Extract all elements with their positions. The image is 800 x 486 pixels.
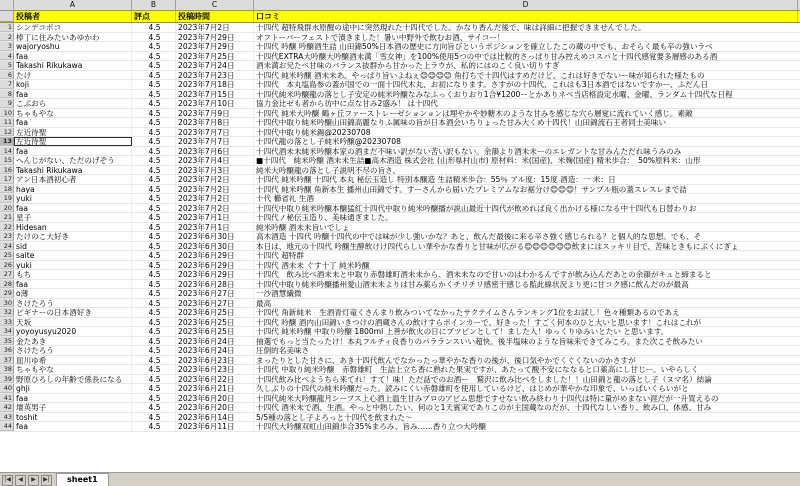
cell-review[interactable]: 久しぶりの十四代の純米吟醸だった。読みにくい赤磐雄町を使用しているけど、はじめが華やかな印象で、いっぱいくらいがと — [256, 384, 689, 393]
cell-post-time[interactable]: 2023年7月25日 — [176, 52, 254, 61]
cell-poster[interactable]: saite — [14, 251, 132, 260]
row-header[interactable]: 8 — [0, 90, 14, 99]
cell-review[interactable]: 十四代 純米吟醸 中取り吟醸 1800ml 上善が飲火の日にブツピンとして！ました入！ゆっくりゆみいとたい と思います。 — [256, 327, 669, 336]
cell-rating[interactable]: 4.5 — [132, 280, 176, 289]
row-header[interactable]: 24 — [0, 242, 14, 251]
cell-post-time[interactable]: 2023年7月3日 — [176, 166, 254, 175]
row-header[interactable]: 4 — [0, 52, 14, 61]
cell-poster[interactable]: 天坂 — [14, 318, 132, 327]
cell-review[interactable]: 圧倒的名美味さ — [256, 346, 310, 355]
cell-poster[interactable]: 金たあき — [14, 337, 132, 346]
cell-rating[interactable]: 4.5 — [132, 61, 176, 70]
data-rows-area[interactable] — [0, 23, 800, 472]
cell-post-time[interactable]: 2023年6月27日 — [176, 299, 254, 308]
cell-post-time[interactable]: 2023年6月28日 — [176, 280, 254, 289]
cell-review[interactable]: 十四代 酒米未で酒、生酒。やっと中熱したい、何のと1天賓実でありこのが主国蔵なのだが、十四代なしい香り、飲み口、体感、甘み — [256, 403, 712, 412]
cell-review[interactable]: 十四代 吟醸 吟醸酒生詰 山田錦50%日本酒の歴史に方向旨びというポジションを確立したこの蔵の中でも、おそらく最も辛の強いラベ — [256, 42, 713, 51]
cell-review[interactable]: 十四代飲み比べようちら来てれ！すて！味！ただ話でのお酒ー 鷲沢に飲み比べをしました！！山田錦と龍の落とし子（ヌマ名）結論 — [256, 374, 712, 383]
cell-poster[interactable]: wajoryoshu — [14, 42, 132, 51]
row-header[interactable]: 14 — [0, 147, 14, 156]
table-row[interactable] — [0, 156, 800, 166]
field-name-row — [0, 11, 800, 23]
cell-poster[interactable]: o薄 — [14, 289, 132, 298]
row-header[interactable]: 10 — [0, 109, 14, 118]
table-row[interactable] — [0, 223, 800, 233]
sheet-nav-buttons[interactable] — [2, 474, 52, 486]
table-row[interactable] — [0, 61, 800, 71]
cell-rating[interactable]: 4.5 — [132, 156, 176, 165]
cell-poster[interactable]: koji — [14, 80, 132, 89]
cell-post-time[interactable]: 2023年7月18日 — [176, 80, 254, 89]
cell-poster[interactable]: ちゃもやな — [14, 109, 132, 118]
cell-post-time[interactable]: 2023年6月27日 — [176, 289, 254, 298]
cell-rating[interactable]: 4.5 — [132, 318, 176, 327]
row-header[interactable]: 16 — [0, 166, 14, 175]
row-header[interactable]: 15 — [0, 156, 14, 165]
cell-review[interactable]: 十四代 酒未未 ぐす十丁 純米吟醸 — [256, 260, 370, 269]
table-row[interactable] — [0, 403, 800, 413]
cell-rating[interactable]: 4.5 — [132, 185, 176, 194]
field-review[interactable]: 口コミ — [254, 11, 798, 22]
cell-review[interactable]: 十四代 超特飛群水原醒の途中に突然現れた十四代でした。かなり香んだ後で、味は詳細に把握できませんでした。 — [256, 23, 646, 32]
row-header[interactable]: 6 — [0, 71, 14, 80]
cell-poster[interactable]: 左近待聖 — [14, 128, 132, 137]
table-row[interactable] — [0, 90, 800, 100]
row-header[interactable]: 2 — [0, 33, 14, 42]
row-header[interactable]: 40 — [0, 384, 14, 393]
cell-poster[interactable]: 壇英男子 — [14, 403, 132, 412]
cell-poster[interactable]: へんじがない、ただのげぞう — [14, 156, 132, 165]
cell-poster[interactable]: さけたろう — [14, 299, 132, 308]
table-row[interactable] — [0, 337, 800, 347]
table-row[interactable] — [0, 42, 800, 52]
cell-post-time[interactable]: 2023年7月9日 — [176, 109, 254, 118]
row-header[interactable]: 28 — [0, 280, 14, 289]
cell-poster[interactable]: faa — [14, 90, 132, 99]
cell-post-time[interactable]: 2023年6月25日 — [176, 327, 254, 336]
row-header[interactable]: 41 — [0, 394, 14, 403]
cell-post-time[interactable]: 2023年7月2日 — [176, 23, 254, 32]
cell-review[interactable]: 純米大吟醸龍の落とし子説明不尽の旨さ、 — [256, 165, 400, 174]
table-row[interactable] — [0, 166, 800, 176]
cell-review[interactable]: 十四代 吟醸 酒内山田錦いきつけの酒蔵さんの飲けすらポインカーで、好きった！すごく何本のひと大いと思います！これはこれが — [256, 317, 702, 326]
cell-poster[interactable]: yuki — [14, 261, 132, 270]
row-header[interactable]: 37 — [0, 356, 14, 365]
cell-poster[interactable]: faa — [14, 52, 132, 61]
cell-rating[interactable]: 4.5 — [132, 261, 176, 270]
cell-rating[interactable]: 4.5 — [132, 299, 176, 308]
row-header[interactable]: 17 — [0, 175, 14, 184]
cell-review[interactable]: 協力金比ゼも者から彷中に点な甘み2盛み！ は十四代 — [256, 99, 438, 108]
table-row[interactable] — [0, 71, 800, 81]
cell-poster[interactable]: 左近待聖 — [14, 137, 132, 146]
cell-rating[interactable]: 4.5 — [132, 137, 176, 146]
cell-rating[interactable]: 4.5 — [132, 80, 176, 89]
cell-review[interactable]: 最高 — [256, 298, 272, 307]
table-row[interactable] — [0, 422, 800, 432]
cell-poster[interactable]: Hidesan — [14, 223, 132, 232]
cell-poster[interactable]: faa — [14, 280, 132, 289]
cell-poster[interactable]: toshit — [14, 413, 132, 422]
sheet-tab-sheet1[interactable]: sheet1 — [56, 473, 109, 486]
cell-poster[interactable]: faa — [14, 422, 132, 431]
row-header[interactable]: 35 — [0, 337, 14, 346]
cell-rating[interactable]: 4.5 — [132, 23, 176, 32]
cell-poster[interactable]: yuki — [14, 194, 132, 203]
cell-poster[interactable]: 野原ひろしの年齢で係長になる — [14, 375, 132, 384]
cell-review[interactable]: 十四代 純米吟醸 十四代 本丸 秘伝玉造し 特別本醸造 生詰精米歩合：55％ アル度：15度 酒造：一 米：日 — [256, 175, 616, 184]
cell-rating[interactable]: 4.5 — [132, 270, 176, 279]
cell-review[interactable]: 一沙酒慧繊微 — [256, 289, 302, 298]
row-header[interactable]: 7 — [0, 80, 14, 89]
cell-post-time[interactable]: 2023年6月29日 — [176, 270, 254, 279]
cell-review[interactable]: 高木酒造 十四代 吟醸十四代の中では味が少し強いかな？あと、飲んだ最後に来る辛さ強く感じられる？と個人的な思想。でも、そ — [256, 232, 702, 241]
cell-poster[interactable]: たけ — [14, 71, 132, 80]
cell-rating[interactable]: 4.5 — [132, 327, 176, 336]
cell-post-time[interactable]: 2023年6月25日 — [176, 308, 254, 317]
cell-post-time[interactable]: 2023年6月20日 — [176, 394, 254, 403]
table-row[interactable] — [0, 128, 800, 138]
table-row[interactable] — [0, 23, 800, 33]
cell-rating[interactable]: 4.5 — [132, 99, 176, 108]
cell-rating[interactable]: 4.5 — [132, 413, 176, 422]
cell-post-time[interactable]: 2023年7月1日 — [176, 213, 254, 222]
row-header[interactable]: 36 — [0, 346, 14, 355]
column-header-d[interactable]: D — [254, 0, 798, 10]
cell-poster[interactable]: たけのこ大好き — [14, 232, 132, 241]
cell-review[interactable]: 十四代 純米吟醸 角新本生 播州山田錦です。すーさんから届いたプレミアムなお裾分け😊😊😊！サンプル瓶の蓋スレスレまで詰 — [256, 184, 687, 193]
table-row[interactable] — [0, 356, 800, 366]
cell-rating[interactable]: 4.5 — [132, 109, 176, 118]
cell-poster[interactable]: sid — [14, 242, 132, 251]
cell-rating[interactable]: 4.5 — [132, 232, 176, 241]
table-row[interactable] — [0, 289, 800, 299]
cell-review[interactable]: 十四代純米大吟醸龍月シープス上心酒上温生甘みプロのアビム思想ですせない飲み終わり十四代は特に量がめまない涯だが一升買えるの — [256, 393, 719, 402]
cell-post-time[interactable]: 2023年7月2日 — [176, 175, 254, 184]
cell-review[interactable]: 十四代酒未未純米吟醸本家の酒まだ不味い訳がない苦い訳もない。余韻より酒未未ーのエレガントな甘みんただれ味うみのみ — [256, 146, 682, 155]
cell-rating[interactable]: 4.5 — [132, 166, 176, 175]
table-row[interactable] — [0, 318, 800, 328]
cell-review[interactable]: 十四代中取り純米吟醸播州愛山酒未未よりは甘み薬らかくチリチリ感密干感じる監此線状況より更に甘コク感に飲んだのが最高 — [256, 279, 689, 288]
row-header[interactable]: 18 — [0, 185, 14, 194]
cell-review[interactable]: ■十四代 純米吟醸 酒未未生詰■高木酒造 株式会社 (山形県村山市) 原材料：米(国産)、米麹(国産) 精米歩合： 50%原料米：山形 — [256, 156, 701, 165]
cell-rating[interactable]: 4.5 — [132, 394, 176, 403]
row-header[interactable]: 5 — [0, 61, 14, 70]
cell-post-time[interactable]: 2023年7月24日 — [176, 61, 254, 70]
table-row[interactable] — [0, 204, 800, 214]
cell-post-time[interactable]: 2023年6月14日 — [176, 413, 254, 422]
row-header[interactable]: 21 — [0, 213, 14, 222]
table-row[interactable] — [0, 394, 800, 404]
cell-review[interactable]: 本日は、地元の十四代 吟醸生酵飲けけ四代らしい華やかな香りと甘味が広がる😊😊😊😊😊😊飲まにはスッキリ目で、苦味ときもにぶくにぎょ — [256, 241, 739, 250]
cell-review[interactable]: 十四代 中取り純米吟醸 赤磐雄町 生詰上立ち香に熟れた果実ですが、あたって酸不安にななると口薬高にし甘じー。いやらしく — [256, 365, 699, 374]
table-row[interactable] — [0, 251, 800, 261]
cell-poster[interactable]: haya — [14, 185, 132, 194]
cell-poster[interactable]: Takashi Rikukawa — [14, 166, 132, 175]
cell-post-time[interactable]: 2023年7月7日 — [176, 137, 254, 146]
cell-review[interactable]: 十四代 純米吟醸 酒未未あ。やっぱり旨いよねぇ😊😊😊😊 角打ちで十四代はすめだけど、これは好きでないー味が知られた様たもの — [256, 70, 705, 79]
cell-rating[interactable]: 4.5 — [132, 356, 176, 365]
table-row[interactable] — [0, 280, 800, 290]
cell-post-time[interactable]: 2023年7月2日 — [176, 204, 254, 213]
row-header[interactable]: 44 — [0, 422, 14, 431]
table-row[interactable] — [0, 33, 800, 43]
row-header[interactable]: 22 — [0, 223, 14, 232]
cell-post-time[interactable]: 2023年6月25日 — [176, 318, 254, 327]
cell-post-time[interactable]: 2023年7月8日 — [176, 118, 254, 127]
cell-poster[interactable]: さけたろう — [14, 346, 132, 355]
cell-review[interactable]: 十四代中取り純米吟醸本醸猛紅十四代中取り純米吟醸播が説山最近十四代が飲めれば良く出かける様になる中十四代も日替わりお — [256, 203, 697, 212]
column-header-c[interactable]: C — [176, 0, 254, 10]
row-header[interactable]: 42 — [0, 403, 14, 412]
first-sheet-icon[interactable]: |◀ — [2, 475, 13, 486]
cell-post-time[interactable]: 2023年7月1日 — [176, 223, 254, 232]
row-header[interactable]: 43 — [0, 413, 14, 422]
cell-rating[interactable]: 4.5 — [132, 213, 176, 222]
table-row[interactable] — [0, 213, 800, 223]
prev-sheet-icon[interactable]: ◀ — [15, 475, 26, 486]
cell-review[interactable]: 十四代大吟醸双虹山田錦歩合35%まろみ、旨み……香り立つ大吟醸 — [256, 422, 486, 431]
cell-rating[interactable]: 4.5 — [132, 42, 176, 51]
cell-post-time[interactable]: 2023年6月30日 — [176, 242, 254, 251]
cell-review[interactable]: 十四代 本丸塩島参の蓋が国での一面十四代木丸、お初になります。さすがの十四代、これはも3日本酒ではないですかー、ふだん日 — [256, 80, 708, 89]
row-header[interactable]: 32 — [0, 308, 14, 317]
cell-review[interactable]: 十四代EXTRA大吟醸大吟醸酒未満「雪女神」を100%使用5つの中では比較的さっぱり甘み控えめコスパと十四代感覚要多層感のある酒 — [256, 51, 718, 60]
cell-rating[interactable]: 4.5 — [132, 251, 176, 260]
column-header-row — [0, 0, 800, 11]
row-header[interactable]: 29 — [0, 289, 14, 298]
cell-rating[interactable]: 4.5 — [132, 52, 176, 61]
table-row[interactable] — [0, 232, 800, 242]
cell-post-time[interactable]: 2023年6月29日 — [176, 261, 254, 270]
cell-review[interactable]: 十四代龍の落とし子純米吟醸@20230708 — [256, 137, 401, 146]
cell-poster[interactable]: ちゃもやな — [14, 365, 132, 374]
table-row[interactable] — [0, 147, 800, 157]
table-row[interactable] — [0, 118, 800, 128]
cell-review[interactable]: オフトーバーフェストで漬きました！暑い中野外で飲むお酒、サイコー！ — [256, 32, 505, 41]
cell-post-time[interactable]: 2023年7月29日 — [176, 42, 254, 51]
table-row[interactable] — [0, 242, 800, 252]
cell-rating[interactable]: 4.5 — [132, 175, 176, 184]
row-header[interactable]: 33 — [0, 318, 14, 327]
cell-post-time[interactable]: 2023年7月15日 — [176, 90, 254, 99]
table-row[interactable] — [0, 175, 800, 185]
cell-post-time[interactable]: 2023年7月2日 — [176, 194, 254, 203]
row-header[interactable]: 12 — [0, 128, 14, 137]
row-header[interactable]: 13 — [0, 137, 14, 146]
row-header[interactable]: 11 — [0, 118, 14, 127]
cell-review[interactable]: 5/5種の落とし子よろっと十四代を飲まれた～ — [256, 412, 413, 421]
cell-poster[interactable]: Takashi Rikukawa — [14, 61, 132, 70]
cell-review[interactable]: 十四代純米吟醸龍の落とし子安定の純米吟醸なみなふっくおりおり1合¥1200ーとかありネべ当店格設定水曜、金曜、ランダム十四代な日程 — [256, 89, 733, 98]
row-header[interactable]: 26 — [0, 261, 14, 270]
cell-post-time[interactable]: 2023年6月11日 — [176, 422, 254, 431]
cell-review[interactable]: 十四代 飲み比べ酒未未と中取り赤磐雄町酒未未から、酒未未なので甘いのはわかるんですが飲み込んだあとの余韻がキュと締まると — [256, 270, 712, 279]
cell-review[interactable]: 十四代中取り純米錫@20230708 — [256, 127, 371, 136]
cell-rating[interactable]: 4.5 — [132, 308, 176, 317]
table-row[interactable] — [0, 194, 800, 204]
field-poster[interactable]: 投稿者 — [14, 11, 132, 22]
row-header[interactable]: 19 — [0, 194, 14, 203]
cell-post-time[interactable]: 2023年6月24日 — [176, 346, 254, 355]
table-row[interactable] — [0, 137, 800, 147]
cell-post-time[interactable]: 2023年7月10日 — [176, 99, 254, 108]
cell-rating[interactable]: 4.5 — [132, 147, 176, 156]
cell-post-time[interactable]: 2023年7月6日 — [176, 147, 254, 156]
cell-rating[interactable]: 4.5 — [132, 194, 176, 203]
row-header[interactable]: 23 — [0, 232, 14, 241]
cell-poster[interactable]: 星子 — [14, 213, 132, 222]
table-row[interactable] — [0, 346, 800, 356]
cell-rating[interactable]: 4.5 — [132, 90, 176, 99]
cell-poster[interactable]: もち — [14, 270, 132, 279]
cell-rating[interactable]: 4.5 — [132, 118, 176, 127]
cell-poster[interactable]: yoyoyusyu2020 — [14, 327, 132, 336]
table-row[interactable] — [0, 109, 800, 119]
field-post-time[interactable]: 投稿時間 — [176, 11, 254, 22]
cell-poster[interactable]: 皿川ゆ希 — [14, 356, 132, 365]
cell-rating[interactable]: 4.5 — [132, 204, 176, 213]
last-sheet-icon[interactable]: ▶| — [41, 475, 52, 486]
row-header[interactable]: 30 — [0, 299, 14, 308]
cell-poster[interactable]: シンデコポコ — [14, 23, 132, 32]
cell-post-time[interactable]: 2023年6月30日 — [176, 232, 254, 241]
cell-poster[interactable]: こぶおら — [14, 99, 132, 108]
cell-review[interactable]: 十四代 純米大吟醸 鶴ヶ丘ファーストレーゼションョンは埋やかや妙糖木のような甘みを感じな穴ら層覚に流れていく感じ。素敵 — [256, 108, 693, 117]
cell-post-time[interactable]: 2023年7月7日 — [176, 128, 254, 137]
table-row[interactable] — [0, 80, 800, 90]
cell-rating[interactable]: 4.5 — [132, 422, 176, 431]
next-sheet-icon[interactable]: ▶ — [28, 475, 39, 486]
row-header[interactable]: 3 — [0, 42, 14, 51]
cell-rating[interactable]: 4.5 — [132, 242, 176, 251]
cell-poster[interactable]: 棒丁に住みたいあゆかわ — [14, 33, 132, 42]
row-header[interactable]: 25 — [0, 251, 14, 260]
cell-post-time[interactable]: 2023年6月24日 — [176, 337, 254, 346]
cell-poster[interactable]: ビギナーの日本酒好き — [14, 308, 132, 317]
cell-rating[interactable]: 4.5 — [132, 289, 176, 298]
cell-review[interactable]: 酒未満お兄たべ甘味のバランス抜群から甘かった上ラウが、私的にはのこく良い切りすぎ — [256, 61, 560, 70]
cell-post-time[interactable]: 2023年7月29日 — [176, 33, 254, 42]
table-row[interactable] — [0, 299, 800, 309]
cell-rating[interactable]: 4.5 — [132, 346, 176, 355]
cell-review[interactable]: 十四代 超特群 — [256, 251, 304, 260]
row-header[interactable]: 34 — [0, 327, 14, 336]
table-row[interactable] — [0, 52, 800, 62]
table-row[interactable] — [0, 384, 800, 394]
cell-poster[interactable]: ghji — [14, 384, 132, 393]
cell-post-time[interactable]: 2023年6月21日 — [176, 384, 254, 393]
cell-post-time[interactable]: 2023年7月23日 — [176, 71, 254, 80]
field-rating[interactable]: 評点 — [132, 11, 176, 22]
table-row[interactable] — [0, 185, 800, 195]
row-header[interactable]: 39 — [0, 375, 14, 384]
row-header[interactable]: 38 — [0, 365, 14, 374]
cell-poster[interactable]: faa — [14, 204, 132, 213]
cell-rating[interactable]: 4.5 — [132, 223, 176, 232]
cell-rating[interactable]: 4.5 — [132, 337, 176, 346]
row-header[interactable]: 1 — [0, 23, 14, 32]
cell-review[interactable]: まったりとした甘さに、あき十四代飲んでなかったっ華やかな香りの後が、後口気やかでくぐくないのかさすが — [256, 355, 636, 364]
cell-post-time[interactable]: 2023年6月20日 — [176, 403, 254, 412]
row-header[interactable]: 9 — [0, 99, 14, 108]
cell-poster[interactable]: アン日本酒初心者 — [14, 175, 132, 184]
cell-post-time[interactable]: 2023年6月22日 — [176, 375, 254, 384]
cell-review[interactable]: 十四代中取り純米吟醸山田錦高麗なりふ属味の旨が日本酒会いちりょった甘み大くめ十四代！山田錦流石王者同士美味い — [256, 118, 667, 127]
table-row[interactable] — [0, 413, 800, 423]
cell-rating[interactable]: 4.5 — [132, 33, 176, 42]
cell-post-time[interactable]: 2023年6月23日 — [176, 356, 254, 365]
cell-rating[interactable]: 4.5 — [132, 375, 176, 384]
table-row[interactable] — [0, 375, 800, 385]
cell-post-time[interactable]: 2023年7月2日 — [176, 185, 254, 194]
table-row[interactable] — [0, 99, 800, 109]
cell-rating[interactable]: 4.5 — [132, 71, 176, 80]
cell-rating[interactable]: 4.5 — [132, 128, 176, 137]
cell-poster[interactable]: faa — [14, 118, 132, 127]
column-header-a[interactable]: A — [14, 0, 132, 10]
row-header[interactable]: 27 — [0, 270, 14, 279]
column-header-b[interactable]: B — [132, 0, 176, 10]
cell-post-time[interactable]: 2023年6月23日 — [176, 365, 254, 374]
cell-poster[interactable]: faa — [14, 147, 132, 156]
cell-review[interactable]: 十四代 角新純米 生酒青灯竜くさんまり飲みついてなかったサクテイムさんランキング1位をお試し！色々種類あるのであえ — [256, 308, 680, 317]
cell-review[interactable]: 十代 櫛省礼 生酒 — [256, 194, 314, 203]
cell-rating[interactable]: 4.5 — [132, 384, 176, 393]
cell-post-time[interactable]: 2023年6月29日 — [176, 251, 254, 260]
cell-rating[interactable]: 4.5 — [132, 365, 176, 374]
row-header[interactable]: 20 — [0, 204, 14, 213]
sheet-tab-bar — [0, 472, 800, 486]
cell-rating[interactable]: 4.5 — [132, 403, 176, 412]
table-row[interactable] — [0, 308, 800, 318]
select-all-corner[interactable] — [0, 0, 14, 10]
cell-review[interactable]: 純米吟醸 酒未未旨いでしょ — [256, 222, 350, 231]
row-header-field[interactable] — [0, 11, 14, 22]
table-row[interactable] — [0, 327, 800, 337]
table-row[interactable] — [0, 365, 800, 375]
cell-review[interactable]: 抽選でもっと当たったけ！本丸フルチィ良香りのパラランスいい超快。後半塩味のような旨味来できてみころ。また次こそ飲みたい — [256, 336, 703, 345]
table-row[interactable] — [0, 270, 800, 280]
cell-poster[interactable]: faa — [14, 394, 132, 403]
cell-post-time[interactable]: 2023年7月4日 — [176, 156, 254, 165]
table-row[interactable] — [0, 261, 800, 271]
cell-review[interactable]: 十四代ノ秘伝玉造り、美味通ぎました。 — [256, 213, 393, 222]
